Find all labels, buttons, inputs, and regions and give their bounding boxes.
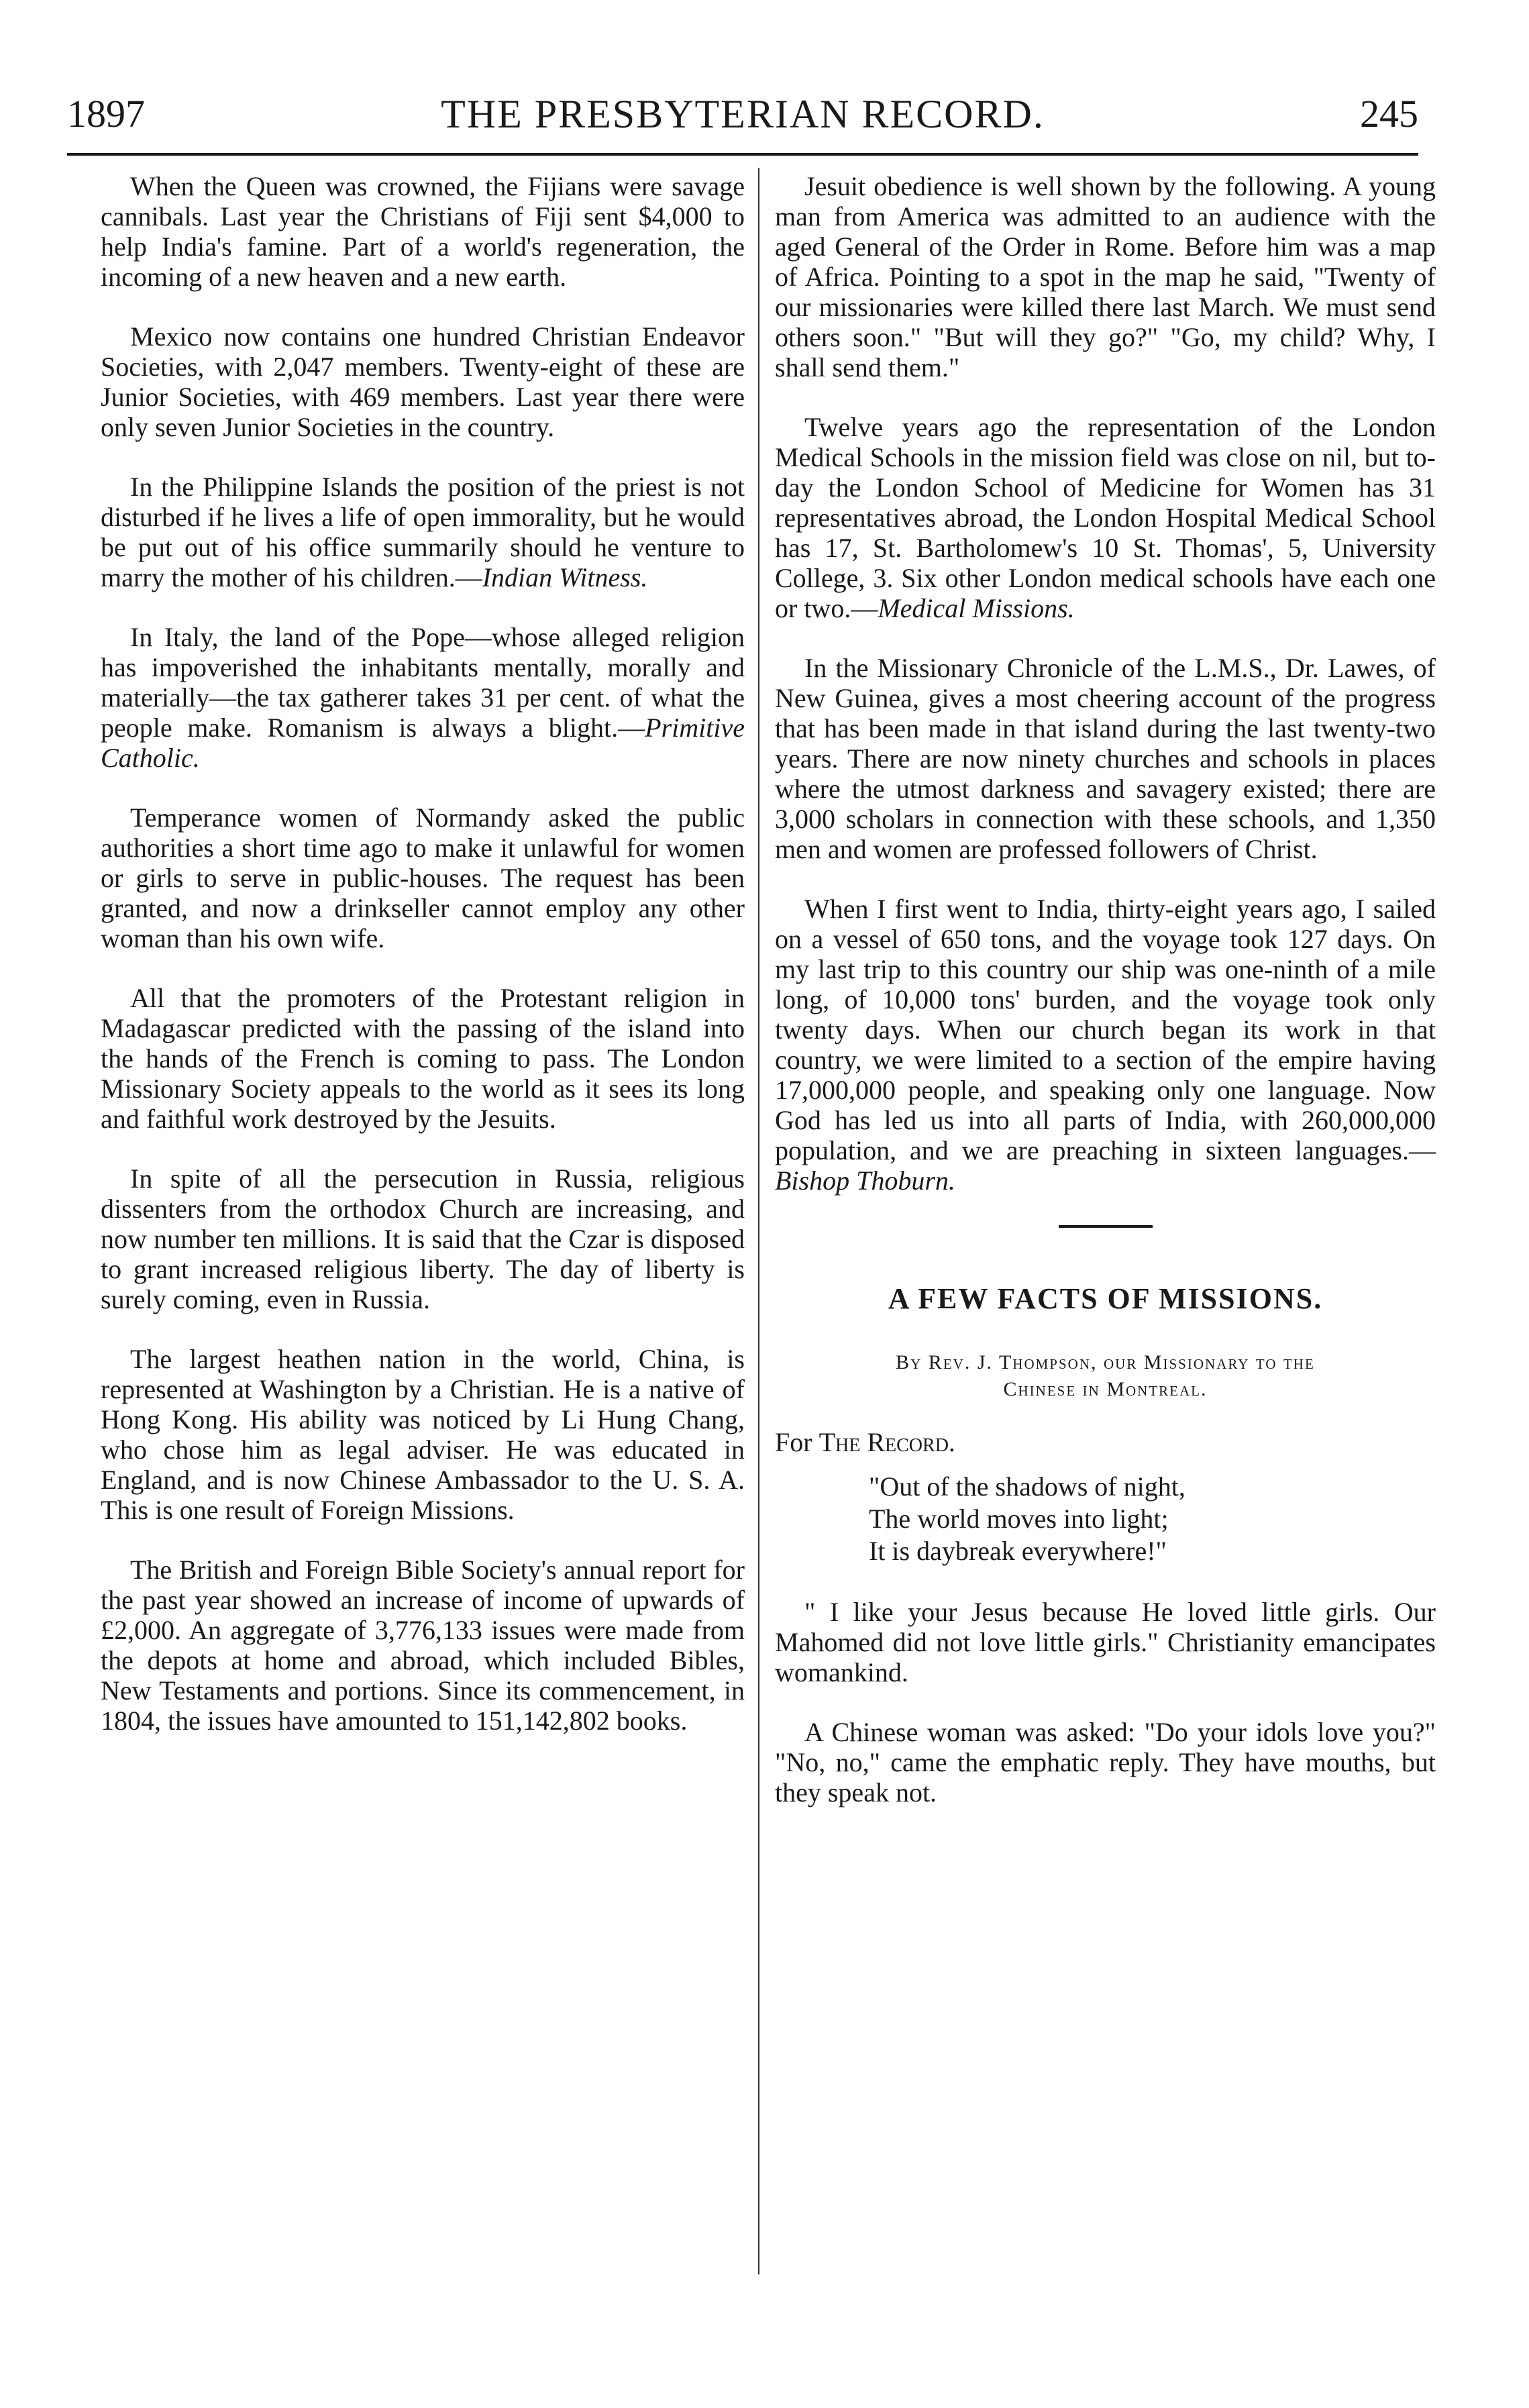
paragraph-new-guinea: In the Missionary Chronicle of the L.M.S., Dr. Lawes, of New Guinea, gives a most cheering account of the progress that has been made in that island during the last twenty-two years. There are now ninety churches and schools in places where the utmost darkness and savagery existed; there are 3,000 scholars in connection with these schools, and 1,350 men and women are professed followers of Christ. [775,653,1436,864]
header-page-number: 245 [1360,92,1418,136]
section-divider-rule [1059,1225,1153,1228]
paragraph-normandy: Temperance women of Normandy asked the public authorities a short time ago to make it unlawful for women or girls to serve in public-houses. The request has been granted, and now a drinkseller cannot employ any other woman than his own wife. [101,802,745,953]
paragraph-mexico: Mexico now contains one hundred Christian Endeavor Societies, with 2,047 members. Twenty-eight of these are Junior Societies, with 469 members. Last year there were only seven Junior Societies in the country. [101,321,745,442]
paragraph-madagascar: All that the promoters of the Protestant religion in Madagascar predicted with the passing of the island into the hands of the French is coming to pass. The London Missionary Society appeals to the world as it sees its long and faithful work destroyed by the Jesuits. [101,983,745,1134]
paragraph-medical-schools: Twelve years ago the representation of the London Medical Schools in the mission field was close on nil, but to-day the London School of Medicine for Women has 31 representatives abroad, the London Hospital Medical School has 17, St. Bartholomew's 10 St. Thomas', 5, University College, 3. Six other London medical schools have each one or two.—Medical Missions. [775,412,1436,623]
paragraph-russia: In spite of all the persecution in Russia, religious dissenters from the orthodox Church are increasing, and now number ten millions. It is said that the Czar is disposed to grant increased religious liberty. The day of liberty is surely coming, even in Russia. [101,1163,745,1314]
header-rule [67,153,1418,156]
for-the-record-line: For The Record. [775,1427,955,1457]
paragraph-mahomed: " I like your Jesus because He loved little girls. Our Mahomed did not love little girls." Christianity emancipates womankind. [775,1597,1436,1687]
header-year: 1897 [67,92,145,136]
paragraph-jesuit: Jesuit obedience is well shown by the following. A young man from America was admitted to an audience with the aged General of the Order in Rome. Before him was a map of Africa. Pointing to a spot in the map he said, "Twenty of our missionaries were killed there last March. We must send others soon." "But will they go?" "Go, my child? Why, I shall send them." [775,171,1436,382]
left-column [101,171,745,1765]
right-column [775,171,1436,1837]
paragraph-italy: In Italy, the land of the Pope—whose alleged religion has impoverished the inhabitants mentally, morally and materially—the tax gatherer takes 31 per cent. of what the people make. Romanism is always a blight.—Primitive Catholic. [101,622,745,773]
verse-line: "Out of the shadows of night, [869,1471,1185,1502]
verse-line: It is daybreak everywhere!" [869,1536,1167,1566]
source-citation: Primitive Catholic. [101,713,745,773]
page-header [67,91,1418,144]
paragraph-india: When I first went to India, thirty-eight years ago, I sailed on a vessel of 650 tons, and the voyage took 127 days. On my last trip to this country our ship was one-ninth of a mile long, of 10,000 tons' burden, and the voyage took only twenty days. When our church began its work in that country, we were limited to a section of the empire having 17,000,000 people, and speaking only one language. Now God has led us into all parts of India, with 260,000,000 population, and we are preaching in sixteen languages.—Bishop Thoburn. [775,894,1436,1196]
column-divider [758,168,759,2274]
paragraph-chinese-woman: A Chinese woman was asked: "Do your idols love you?" "No, no," came the emphatic reply. They have mouths, but they speak not. [775,1717,1436,1808]
paragraph-philippines: In the Philippine Islands the position of the priest is not disturbed if he lives a life of open immorality, but he would be put out of his office summarily should he venture to marry the mother of his children.—Indian Witness. [101,472,745,592]
source-citation: Indian Witness. [482,562,648,592]
header-title: THE PRESBYTERIAN RECORD. [441,92,1045,136]
verse-line: The world moves into light; [869,1504,1169,1534]
paragraph-china: The largest heathen nation in the world, China, is represented at Washington by a Christian. He is a native of Hong Kong. His ability was noticed by Li Hung Chang, who chose him as legal adviser. He was educated in England, and is now Chinese Ambassador to the U. S. A. This is one result of Foreign Missions. [101,1344,745,1525]
section-byline: By Rev. J. Thompson, our Missionary to the Chinese in Montreal. [896,1351,1315,1400]
poem-verse [869,1471,1436,1567]
paragraph-fiji: When the Queen was crowned, the Fijians were savage cannibals. Last year the Christians of Fiji sent $4,000 to help India's famine. Part of a world's regeneration, the incoming of a new heaven and a new earth. [101,171,745,292]
section-title: A FEW FACTS OF MISSIONS. [888,1282,1323,1315]
paragraph-bible-society: The British and Foreign Bible Society's annual report for the past year showed an increase of income of upwards of £2,000. An aggregate of 3,776,133 issues were made from the depots at home and abroad, which included Bibles, New Testaments and portions. Since its commencement, in 1804, the issues have amounted to 151,142,802 books. [101,1555,745,1736]
source-citation: Medical Missions. [878,593,1075,623]
source-citation: Bishop Thoburn. [775,1165,955,1196]
